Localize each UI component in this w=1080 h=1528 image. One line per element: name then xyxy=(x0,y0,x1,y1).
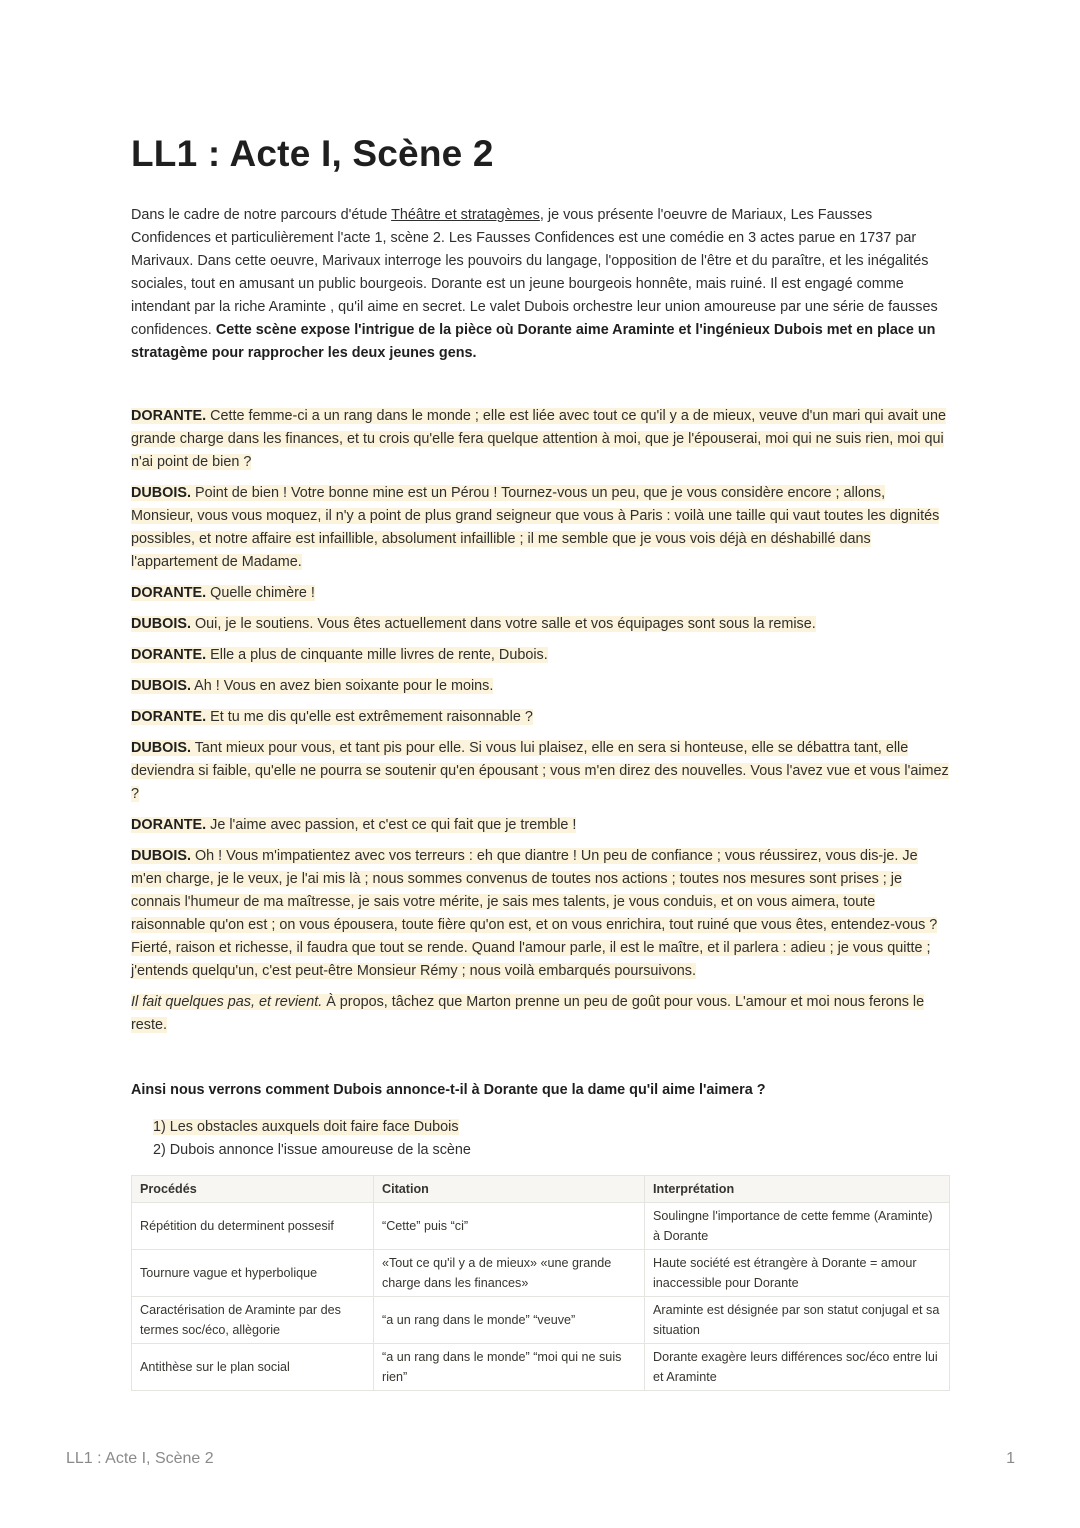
line-text: Oh ! Vous m'impatientez avec vos terreurs : eh que diantre ! Un peu de confiance ; vous réussirez, vous dis-je. Je m'en charge, je le veux, je l'ai mis là ; nous sommes convenus de toutes nos actions ; toutes nos mesures sont prises ; je connais l'humeur de ma maîtresse, je sais votre mérite, je sais mes talents, je vous conduis, et on vous aimera, toute raisonnable qu'on est ; on vous épousera, toute fière qu'on est, et on vous enrichira, tout ruiné que vous êtes, entendez-vous ? Fierté, raison et richesse, il faudra que tout se rende. Quand l'amour parle, il est le maître, et il parlera : adieu ; je vous quitte ; j'entends quelqu'un, c'est peut-être Monsieur Rémy ; nous voilà embarqués poursuivons. xyxy=(131,848,938,979)
dialogue-line xyxy=(131,582,949,605)
plan-item-text: 1) Les obstacles auxquels doit faire face Dubois xyxy=(153,1119,459,1136)
line-text: À propos, tâchez que Marton prenne un peu de goût pour vous. L'amour et moi nous ferons le reste. xyxy=(131,994,925,1033)
dialogue-line xyxy=(131,613,949,636)
speaker-name: DUBOIS. xyxy=(131,848,191,864)
table-cell: «Tout ce qu'il y a de mieux» «une grande charge dans les finances» xyxy=(374,1250,645,1297)
dialogue-line xyxy=(131,845,949,983)
plan-item xyxy=(153,1116,949,1139)
dialogue-line xyxy=(131,675,949,698)
footer-title: LL1 : Acte I, Scène 2 xyxy=(66,1450,214,1467)
table-cell: Antithèse sur le plan social xyxy=(132,1344,374,1391)
table-header-row xyxy=(132,1176,950,1203)
table-row xyxy=(132,1250,950,1297)
intro-paragraph xyxy=(131,204,949,365)
line-text: Quelle chimère ! xyxy=(206,585,315,601)
dialogue-line xyxy=(131,644,949,667)
plan-item-text: 2) Dubois annonce l'issue amoureuse de la scène xyxy=(153,1142,471,1159)
line-text: Cette femme-ci a un rang dans le monde ; elle est liée avec tout ce qu'il y a de mieux, veuve d'un mari qui avait une grande charge dans les finances, et tu crois qu'elle fera quelque attention à moi, que je l'épouserai, moi qui ne suis rien, moi qui n'ai point de bien ? xyxy=(131,408,946,470)
table-cell: “a un rang dans le monde” “moi qui ne suis rien” xyxy=(374,1344,645,1391)
table-row xyxy=(132,1344,950,1391)
dialogue-line-final xyxy=(131,991,949,1037)
table-cell: Tournure vague et hyperbolique xyxy=(132,1250,374,1297)
dialogue-line xyxy=(131,737,949,806)
stage-direction: Il fait quelques pas, et revient. xyxy=(131,994,323,1010)
speaker-name: DORANTE. xyxy=(131,709,207,725)
line-text: Tant mieux pour vous, et tant pis pour elle. Si vous lui plaisez, elle en sera si honteuse, elle se débattra tant, elle deviendra si faible, qu'elle ne pourra se soutenir qu'en épousant ; vous m'en direz des nouvelles. Vous l'avez vue et vous l'aimez ? xyxy=(131,740,949,802)
dialogue-line xyxy=(131,482,949,574)
problematique: Ainsi nous verrons comment Dubois annonce-t-il à Dorante que la dame qu'il aime l'aimera ? xyxy=(131,1082,766,1098)
table-row xyxy=(132,1203,950,1250)
table-cell: Araminte est désignée par son statut conjugal et sa situation xyxy=(645,1297,950,1344)
line-text: Point de bien ! Votre bonne mine est un Pérou ! Tournez-vous un peu, que je vous considère encore ; allons, Monsieur, vous vous moquez, il n'y a point de plus grand seigneur que vous à Paris : voilà une taille qui vaut toutes les dignités possibles, et notre affaire est infaillible, absolument infaillible ; il me semble que je vous vois déjà en déshabillé dans l'appartement de Madame. xyxy=(131,485,940,570)
dialogue-excerpt xyxy=(131,405,949,1037)
table-row xyxy=(132,1297,950,1344)
plan-list xyxy=(131,1116,949,1162)
table-cell: “a un rang dans le monde” “veuve” xyxy=(374,1297,645,1344)
table-cell: Répétition du determinent possesif xyxy=(132,1203,374,1250)
analysis-table xyxy=(131,1175,950,1391)
dialogue-line xyxy=(131,706,949,729)
speaker-name: DORANTE. xyxy=(131,408,207,424)
column-header: Citation xyxy=(374,1176,645,1203)
speaker-name: DORANTE. xyxy=(131,647,207,663)
table-cell: “Cette” puis “ci” xyxy=(374,1203,645,1250)
speaker-name: DUBOIS. xyxy=(131,616,191,632)
page-title: LL1 : Acte I, Scène 2 xyxy=(131,133,494,174)
table-cell: Dorante exagère leurs différences soc/éco entre lui et Araminte xyxy=(645,1344,950,1391)
column-header: Procédés xyxy=(132,1176,374,1203)
plan-item xyxy=(153,1139,949,1162)
dialogue-line xyxy=(131,814,949,837)
column-header: Interprétation xyxy=(645,1176,950,1203)
line-text: Et tu me dis qu'elle est extrêmement raisonnable ? xyxy=(206,709,533,725)
page-number: 1 xyxy=(1006,1450,1015,1467)
line-text: Elle a plus de cinquante mille livres de rente, Dubois. xyxy=(206,647,548,663)
speaker-name: DORANTE. xyxy=(131,585,207,601)
speaker-name: DUBOIS. xyxy=(131,678,191,694)
dialogue-line xyxy=(131,405,949,474)
table-cell: Soulingne l'importance de cette femme (Araminte) à Dorante xyxy=(645,1203,950,1250)
table-cell: Haute société est étrangère à Dorante = amour inaccessible pour Dorante xyxy=(645,1250,950,1297)
intro-thesis: Cette scène expose l'intrigue de la pièce où Dorante aime Araminte et l'ingénieux Dubois met en place un stratagème pour rapprocher les deux jeunes gens. xyxy=(131,322,936,361)
table-cell: Caractérisation de Araminte par des termes soc/éco, allègorie xyxy=(132,1297,374,1344)
line-text: Oui, je le soutiens. Vous êtes actuellement dans votre salle et vos équipages sont sous la remise. xyxy=(190,616,816,632)
document-page xyxy=(131,130,949,1391)
intro-text-start: Dans le cadre de notre parcours d'étude xyxy=(131,207,392,223)
line-text: Je l'aime avec passion, et c'est ce qui fait que je tremble ! xyxy=(206,817,577,833)
speaker-name: DORANTE. xyxy=(131,817,207,833)
speaker-name: DUBOIS. xyxy=(131,740,191,756)
intro-text-body: , je vous présente l'oeuvre de Mariaux, Les Fausses Confidences et particulièrement l'acte 1, scène 2. Les Fausses Confidences est une comédie en 3 actes parue en 1737 par Marivaux. Dans cette oeuvre, Marivaux interroge les pouvoirs du langage, l'opposition de l'être et du paraître, et les inégalités sociales, tout en amusant un public bourgeois. Dorante est un jeune bourgeois honnête, mais ruiné. Il est engagé comme intendant par la riche Araminte , qu'il aime en secret. Le valet Dubois orchestre leur union amoureuse par une série de fausses confidences. xyxy=(131,207,938,338)
line-text: Ah ! Vous en avez bien soixante pour le moins. xyxy=(190,678,494,694)
speaker-name: DUBOIS. xyxy=(131,485,191,501)
course-link[interactable]: Théâtre et stratagèmes xyxy=(391,207,540,223)
